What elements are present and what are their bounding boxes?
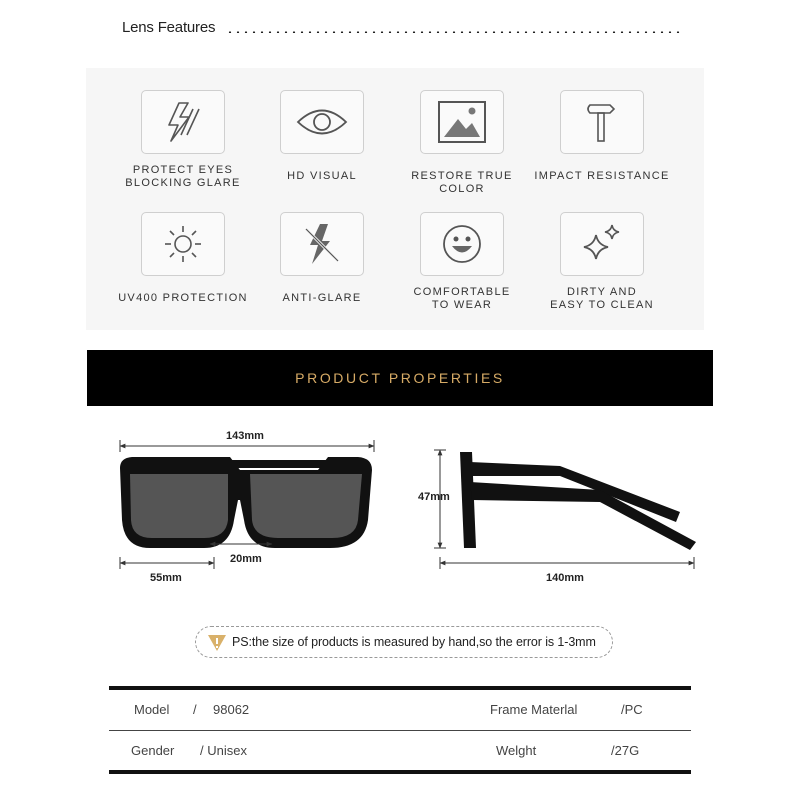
measurement-note xyxy=(195,626,613,658)
table-middle-rule xyxy=(109,730,691,731)
spec-frame-material-label: Frame Materlal xyxy=(490,702,578,717)
banner-title: PRODUCT PROPERTIES xyxy=(295,370,505,386)
spec-model-separator: / xyxy=(193,702,197,717)
feature-label: ANTI-GLARE xyxy=(282,292,362,304)
spec-gender-value: / Unisex xyxy=(200,743,247,758)
feature-label: HD VISUAL xyxy=(287,170,357,182)
feature-label: IMPACT RESISTANCE xyxy=(534,170,670,182)
note-text: PS:the size of products is measured by hand,so the error is 1-3mm xyxy=(232,635,596,649)
feature-label: DIRTY AND EASY TO CLEAN xyxy=(550,286,654,311)
section-title: Lens Features xyxy=(122,19,216,36)
lens-width-label: 55mm xyxy=(150,572,182,584)
table-bottom-rule xyxy=(109,770,691,774)
feature-label: PROTECT EYES BLOCKING GLARE xyxy=(125,164,241,189)
lens-height-label: 47mm xyxy=(418,491,450,503)
spec-gender-label: Gender xyxy=(131,743,175,758)
temple-length-label: 140mm xyxy=(546,572,584,584)
feature-label: RESTORE TRUE COLOR xyxy=(411,170,513,195)
spec-weight-label: Welght xyxy=(496,743,537,758)
spec-model-label: Model xyxy=(134,702,170,717)
table-top-rule xyxy=(109,686,691,690)
side-view-glasses xyxy=(460,452,696,550)
spec-frame-material-value: /PC xyxy=(621,702,643,717)
feature-label: COMFORTABLE TO WEAR xyxy=(413,286,511,311)
warning-triangle-icon xyxy=(206,631,228,653)
spec-model-value: 98062 xyxy=(213,702,250,717)
front-view-glasses xyxy=(120,457,372,548)
spec-weight-value: /27G xyxy=(611,743,640,758)
feature-label: UV400 PROTECTION xyxy=(118,292,248,304)
bridge-label: 20mm xyxy=(230,553,262,565)
total-width-label: 143mm xyxy=(226,430,264,442)
